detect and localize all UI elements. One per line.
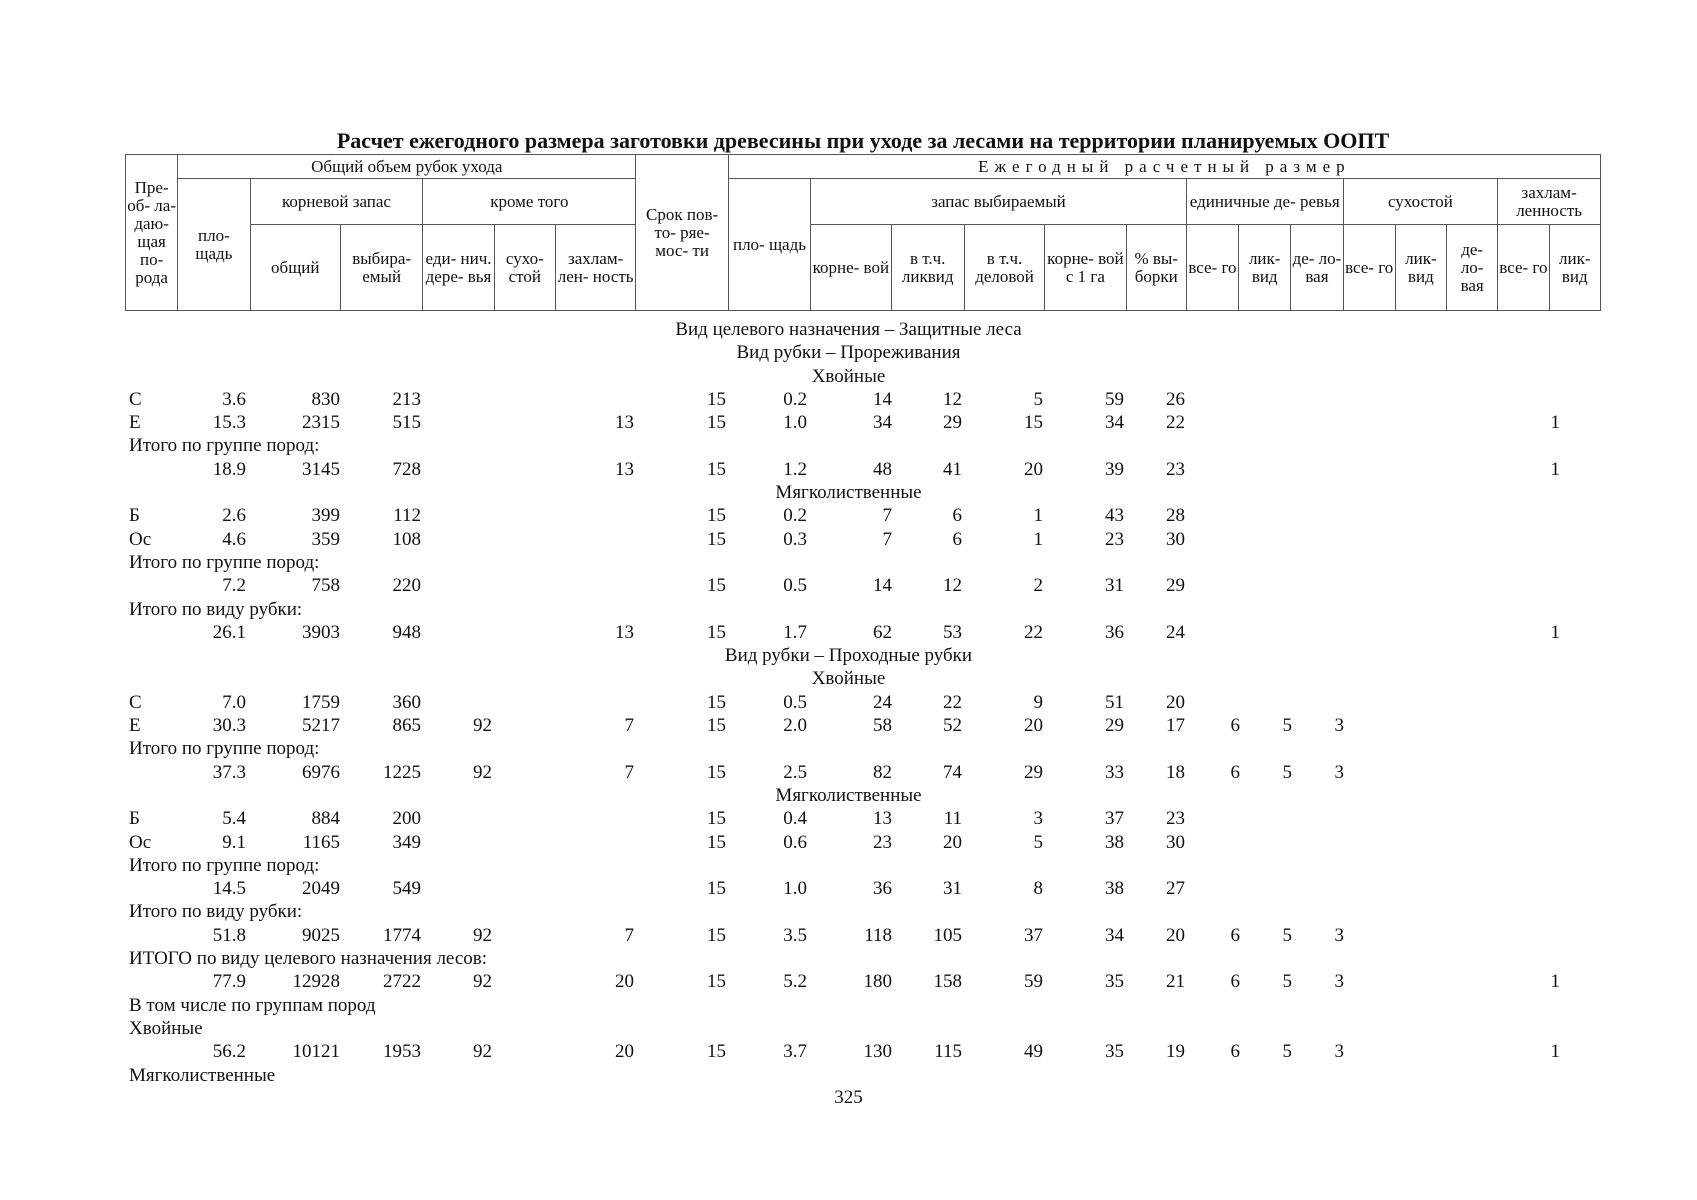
table-cell: 549 [392, 878, 421, 900]
table-cell: 51 [1105, 691, 1124, 713]
table-cell: 158 [933, 971, 962, 993]
table-cell: 865 [392, 715, 421, 737]
group-label [0, 947, 1697, 970]
table-cell: 58 [873, 715, 892, 737]
table-cell: 37 [1024, 924, 1043, 946]
table-cell: 6 [1230, 715, 1240, 737]
table-cell: 830 [311, 388, 340, 410]
table-cell: 92 [473, 715, 492, 737]
table-cell: 3 [1334, 924, 1344, 946]
hdr-besides: кроме того [423, 179, 636, 225]
group-label-text: В том числе по группам пород [129, 994, 376, 1016]
group-label [0, 1064, 1697, 1087]
table-cell: 5 [1282, 761, 1292, 783]
section-heading-text: Вид рубки – Проходные рубки [724, 645, 973, 667]
table-cell: 112 [393, 505, 421, 527]
table-cell: 26 [1166, 388, 1185, 410]
table-cell: 2.6 [222, 505, 246, 527]
hdr-litter: захлам- лен- ность [555, 225, 635, 311]
section-heading [0, 318, 1697, 341]
table-cell: 15 [707, 971, 726, 993]
table-cell: 359 [311, 528, 340, 550]
table-cell: 18.9 [212, 458, 246, 480]
table-cell: 13 [615, 458, 634, 480]
table-cell: 7 [882, 505, 892, 527]
hdr-dead-business: де- ло- вая [1447, 225, 1498, 311]
table-cell: 17 [1166, 715, 1185, 737]
table-row [0, 807, 1697, 830]
table-cell: 6976 [302, 761, 340, 783]
table-cell: 74 [943, 761, 962, 783]
section-heading [0, 341, 1697, 364]
table-cell: 34 [873, 412, 892, 434]
table-row [0, 504, 1697, 527]
table-cell: 0.2 [783, 388, 807, 410]
table-row [0, 574, 1697, 597]
table-cell: 7.2 [222, 575, 246, 597]
table-cell: 6 [952, 505, 962, 527]
table-cell: 29 [943, 412, 962, 434]
table-cell: 2.5 [783, 761, 807, 783]
table-cell: 5 [1033, 388, 1043, 410]
hdr-sel-liquid: в т.ч. ликвид [891, 225, 964, 311]
group-label [0, 737, 1697, 760]
table-cell: 108 [392, 528, 421, 550]
table-cell: 1 [1033, 505, 1043, 527]
hdr-single-all: все- го [1186, 225, 1238, 311]
table-body [0, 318, 1697, 1087]
table-cell: 28 [1166, 505, 1185, 527]
hdr-litter-all: все- го [1498, 225, 1549, 311]
table-cell: 23 [1166, 458, 1185, 480]
table-cell: 35 [1105, 971, 1124, 993]
table-cell: 15 [707, 808, 726, 830]
table-cell: 15 [707, 761, 726, 783]
table-cell: 22 [1166, 412, 1185, 434]
table-cell: 13 [615, 621, 634, 643]
section-heading-text: Вид рубки – Прореживания [736, 342, 961, 364]
group-label-text: ИТОГО по виду целевого назначения лесов: [129, 948, 488, 970]
table-cell: 22 [1024, 621, 1043, 643]
group-label [0, 551, 1697, 574]
table-cell: 1 [1550, 621, 1560, 643]
table-cell: 213 [392, 388, 421, 410]
table-cell: 30.3 [212, 715, 246, 737]
table-cell: 1.7 [783, 621, 807, 643]
table-cell: 29 [1024, 761, 1043, 783]
hdr-litter-group: захлам- ленность [1498, 179, 1601, 225]
table-cell: 52 [943, 715, 962, 737]
section-heading [0, 481, 1697, 504]
table-cell: 3 [1033, 808, 1043, 830]
table-cell: 30 [1166, 831, 1185, 853]
table-cell: 15 [707, 831, 726, 853]
table-cell: 0.2 [783, 505, 807, 527]
table-cell: 5 [1282, 715, 1292, 737]
group-label-text: Итого по виду рубки: [129, 598, 303, 620]
section-heading [0, 784, 1697, 807]
species-code: Е [129, 715, 141, 737]
table-cell: 1.0 [783, 878, 807, 900]
section-heading [0, 667, 1697, 690]
hdr-species: Пре- об- ла- даю- щая по- рода [126, 155, 178, 311]
table-cell: 24 [1166, 621, 1185, 643]
section-heading [0, 644, 1697, 667]
table-cell: 2722 [383, 971, 421, 993]
table-cell: 15 [707, 715, 726, 737]
table-row [0, 691, 1697, 714]
table-cell: 23 [1166, 808, 1185, 830]
table-row [0, 411, 1697, 434]
table-cell: 34 [1105, 924, 1124, 946]
table-header [125, 154, 1601, 311]
table-cell: 20 [615, 1041, 634, 1063]
hdr-annual-group: Ежегодный расчетный размер [728, 155, 1600, 179]
table-cell: 349 [392, 831, 421, 853]
group-label-text: Итого по группе пород: [129, 435, 320, 457]
table-row [0, 761, 1697, 784]
table-cell: 12 [943, 388, 962, 410]
table-cell: 1 [1550, 1041, 1560, 1063]
table-cell: 130 [863, 1041, 892, 1063]
table-cell: 0.3 [783, 528, 807, 550]
table-cell: 36 [873, 878, 892, 900]
table-cell: 43 [1105, 505, 1124, 527]
group-label-text: Итого по группе пород: [129, 738, 320, 760]
hdr-dead-liquid: лик- вид [1395, 225, 1446, 311]
hdr-dead-group: сухостой [1343, 179, 1498, 225]
table-cell: 31 [943, 878, 962, 900]
table-cell: 5 [1282, 924, 1292, 946]
table-cell: 1759 [302, 691, 340, 713]
table-cell: 13 [873, 808, 892, 830]
table-cell: 4.6 [222, 528, 246, 550]
species-code: Б [129, 808, 140, 830]
table-cell: 20 [1166, 924, 1185, 946]
hdr-sel-business: в т.ч. деловой [964, 225, 1044, 311]
group-label [0, 598, 1697, 621]
table-cell: 5217 [302, 715, 340, 737]
section-heading-text: Вид целевого назначения – Защитные леса [675, 319, 1022, 340]
group-label [0, 1017, 1697, 1040]
table-cell: 0.5 [783, 575, 807, 597]
table-row [0, 970, 1697, 993]
table-cell: 5 [1282, 971, 1292, 993]
table-cell: 20 [1024, 715, 1043, 737]
table-row [0, 924, 1697, 947]
table-cell: 758 [311, 575, 340, 597]
table-cell: 15 [707, 621, 726, 643]
table-cell: 20 [943, 831, 962, 853]
hdr-stock-selected: выбира- емый [340, 225, 422, 311]
table-cell: 38 [1105, 831, 1124, 853]
table-cell: 1953 [383, 1041, 421, 1063]
species-code: Ос [129, 831, 152, 853]
hdr-single-liquid: лик- вид [1239, 225, 1291, 311]
table-cell: 59 [1024, 971, 1043, 993]
hdr-dead: сухо- стой [494, 225, 555, 311]
table-cell: 20 [1024, 458, 1043, 480]
table-cell: 49 [1024, 1041, 1043, 1063]
table-cell: 15 [707, 691, 726, 713]
table-cell: 11 [943, 808, 962, 830]
table-cell: 77.9 [212, 971, 246, 993]
table-cell: 3.7 [783, 1041, 807, 1063]
table-cell: 9 [1033, 691, 1043, 713]
table-cell: 220 [392, 575, 421, 597]
section-heading-text: Хвойные [811, 365, 886, 387]
table-cell: 884 [311, 808, 340, 830]
hdr-annual-area: пло- щадь [728, 179, 810, 311]
table-cell: 92 [473, 1041, 492, 1063]
table-cell: 1 [1033, 528, 1043, 550]
table-cell: 30 [1166, 528, 1185, 550]
group-label [0, 994, 1697, 1017]
table-cell: 1.0 [783, 412, 807, 434]
table-cell: 82 [873, 761, 892, 783]
table-row [0, 458, 1697, 481]
table-cell: 8 [1033, 878, 1043, 900]
table-cell: 5 [1282, 1041, 1292, 1063]
species-code: Ос [129, 528, 152, 550]
table-cell: 200 [392, 808, 421, 830]
table-cell: 6 [1230, 761, 1240, 783]
table-cell: 3903 [302, 621, 340, 643]
hdr-sel-root: корне- вой [811, 225, 891, 311]
table-cell: 5.4 [222, 808, 246, 830]
table-cell: 92 [473, 924, 492, 946]
table-cell: 15 [707, 505, 726, 527]
table-cell: 48 [873, 458, 892, 480]
table-cell: 2.0 [783, 715, 807, 737]
table-row [0, 877, 1697, 900]
hdr-single-group: единичные де- ревья [1186, 179, 1343, 225]
table-cell: 10121 [292, 1041, 340, 1063]
table-cell: 36 [1105, 621, 1124, 643]
table-cell: 14 [873, 388, 892, 410]
table-cell: 7 [624, 924, 634, 946]
table-cell: 6 [1230, 924, 1240, 946]
table-cell: 9025 [302, 924, 340, 946]
table-cell: 14 [873, 575, 892, 597]
table-cell: 29 [1105, 715, 1124, 737]
table-cell: 3 [1334, 1041, 1344, 1063]
table-cell: 1 [1550, 412, 1560, 434]
section-heading-text: Мягколиственные [775, 482, 922, 504]
table-cell: 3 [1334, 971, 1344, 993]
group-label [0, 434, 1697, 457]
section-heading-text: Мягколиственные [775, 784, 922, 806]
table-row [0, 714, 1697, 737]
table-cell: 3.6 [222, 388, 246, 410]
hdr-stock-total: общий [250, 225, 340, 311]
table-cell: 15 [707, 878, 726, 900]
table-cell: 728 [392, 458, 421, 480]
table-cell: 34 [1105, 412, 1124, 434]
hdr-period: Срок пов- то- ряе- мос- ти [636, 155, 728, 311]
table-cell: 38 [1105, 878, 1124, 900]
table-cell: 53 [943, 621, 962, 643]
table-cell: 23 [1105, 528, 1124, 550]
table-cell: 7 [624, 761, 634, 783]
table-cell: 19 [1166, 1041, 1185, 1063]
table-cell: 15 [1024, 412, 1043, 434]
group-label [0, 854, 1697, 877]
table-cell: 14.5 [212, 878, 246, 900]
table-cell: 15 [707, 575, 726, 597]
table-cell: 12928 [292, 971, 340, 993]
table-cell: 26.1 [212, 621, 246, 643]
table-cell: 15 [707, 412, 726, 434]
table-cell: 0.6 [783, 831, 807, 853]
table-cell: 12 [943, 575, 962, 597]
table-cell: 33 [1105, 761, 1124, 783]
table-cell: 15 [707, 528, 726, 550]
table-cell: 1165 [302, 831, 340, 853]
page-number: 325 [834, 1087, 863, 1108]
table-cell: 360 [392, 691, 421, 713]
table-cell: 18 [1166, 761, 1185, 783]
table-cell: 7.0 [222, 691, 246, 713]
table-cell: 9.1 [222, 831, 246, 853]
table-cell: 15 [707, 458, 726, 480]
table-cell: 2049 [302, 878, 340, 900]
hdr-litter-liquid: лик- вид [1549, 225, 1601, 311]
table-cell: 31 [1105, 575, 1124, 597]
table-cell: 20 [615, 971, 634, 993]
table-cell: 399 [311, 505, 340, 527]
species-code: Е [129, 412, 141, 434]
table-cell: 5.2 [783, 971, 807, 993]
table-cell: 115 [934, 1041, 962, 1063]
table-cell: 15 [707, 388, 726, 410]
group-label-text: Итого по группе пород: [129, 854, 320, 876]
group-label-text: Итого по группе пород: [129, 551, 320, 573]
table-cell: 15.3 [212, 412, 246, 434]
table-cell: 3.5 [783, 924, 807, 946]
table-cell: 3145 [302, 458, 340, 480]
group-label-text: Мягколиственные [129, 1064, 276, 1086]
table-row [0, 388, 1697, 411]
table-cell: 24 [873, 691, 892, 713]
table-cell: 62 [873, 621, 892, 643]
hdr-dead-all: все- го [1343, 225, 1395, 311]
table-cell: 29 [1166, 575, 1185, 597]
table-cell: 6 [1230, 971, 1240, 993]
section-heading-text: Хвойные [811, 668, 886, 690]
table-cell: 35 [1105, 1041, 1124, 1063]
table-cell: 7 [624, 715, 634, 737]
table-cell: 56.2 [212, 1041, 246, 1063]
species-code: С [129, 388, 142, 410]
table-cell: 0.4 [783, 808, 807, 830]
table-cell: 1 [1550, 458, 1560, 480]
hdr-sel-stock: запас выбираемый [811, 179, 1187, 225]
page-title: Расчет ежегодного размера заготовки древесины при уходе за лесами на территории планируемых ООПТ [336, 128, 1390, 153]
table-cell: 2 [1033, 575, 1043, 597]
table-cell: 13 [615, 412, 634, 434]
table-cell: 15 [707, 1041, 726, 1063]
hdr-stock: корневой запас [250, 179, 423, 225]
table-cell: 105 [933, 924, 962, 946]
table-cell: 41 [943, 458, 962, 480]
group-label-text: Хвойные [129, 1017, 203, 1039]
table-cell: 1 [1550, 971, 1560, 993]
group-label [0, 900, 1697, 923]
hdr-area: пло- щадь [178, 179, 250, 311]
table-cell: 59 [1105, 388, 1124, 410]
table-cell: 1225 [383, 761, 421, 783]
table-cell: 7 [882, 528, 892, 550]
species-code: С [129, 691, 142, 713]
table-cell: 1774 [383, 924, 421, 946]
table-cell: 6 [1230, 1041, 1240, 1063]
table-row [0, 528, 1697, 551]
table-cell: 0.5 [783, 691, 807, 713]
table-cell: 23 [873, 831, 892, 853]
table-cell: 37.3 [212, 761, 246, 783]
hdr-total-group: Общий объем рубок ухода [178, 155, 636, 179]
table-cell: 37 [1105, 808, 1124, 830]
table-cell: 3 [1334, 715, 1344, 737]
table-cell: 20 [1166, 691, 1185, 713]
table-cell: 180 [863, 971, 892, 993]
table-cell: 21 [1166, 971, 1185, 993]
table-cell: 15 [707, 924, 726, 946]
table-cell: 22 [943, 691, 962, 713]
table-row [0, 621, 1697, 644]
species-code: Б [129, 505, 140, 527]
section-heading [0, 365, 1697, 388]
hdr-single-trees: еди- нич. дере- вья [423, 225, 494, 311]
table-cell: 92 [473, 761, 492, 783]
hdr-sel-pct: % вы- борки [1126, 225, 1186, 311]
hdr-sel-per-ha: корне- вой с 1 га [1045, 225, 1126, 311]
table-cell: 6 [952, 528, 962, 550]
table-cell: 3 [1334, 761, 1344, 783]
table-cell: 515 [392, 412, 421, 434]
table-row [0, 831, 1697, 854]
table-cell: 1.2 [783, 458, 807, 480]
table-cell: 5 [1033, 831, 1043, 853]
hdr-single-business: де- ло- вая [1291, 225, 1343, 311]
table-cell: 39 [1105, 458, 1124, 480]
table-cell: 118 [864, 924, 892, 946]
group-label-text: Итого по виду рубки: [129, 901, 303, 923]
table-cell: 27 [1166, 878, 1185, 900]
table-cell: 92 [473, 971, 492, 993]
table-cell: 948 [392, 621, 421, 643]
table-row [0, 1040, 1697, 1063]
table-cell: 51.8 [212, 924, 246, 946]
table-cell: 2315 [302, 412, 340, 434]
